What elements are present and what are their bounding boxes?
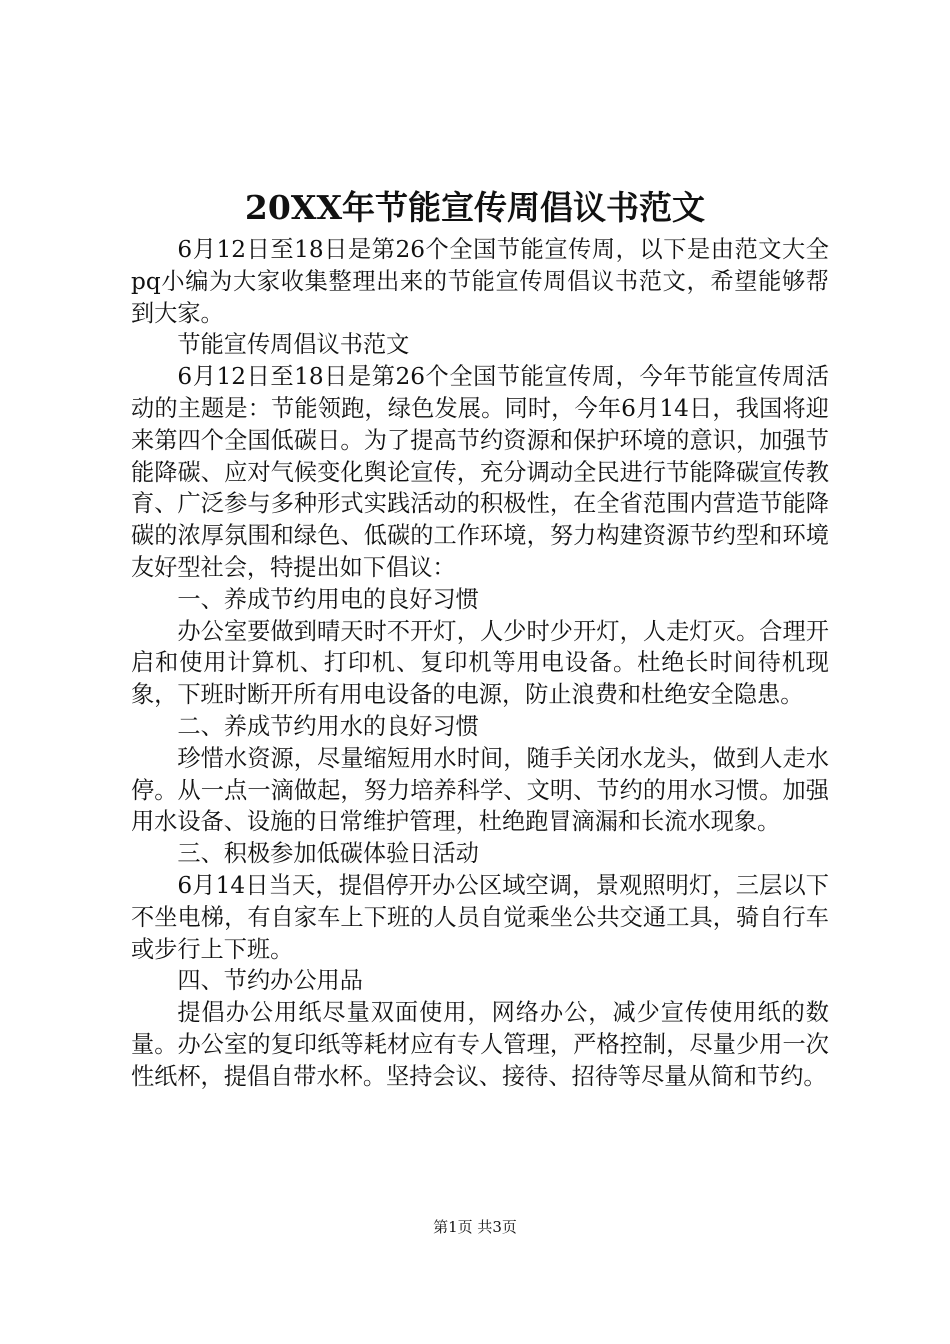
section-heading-2: 二、养成节约用水的良好习惯 (177, 712, 479, 740)
paragraph-main: 6月12日至18日是第26个全国节能宣传周，今年节能宣传周活动的主题是：节能领跑，绿色发展。同时，今年6月14日，我国将迎来第四个全国低碳日。为了提高节约资源和保护环境的意识，加强节能降碳、应对气候变化舆论宣传，充分调动全民进行节能降碳宣传教育、广泛参与多种形式实践活动的积极性，在全省范围内营造节能降碳的浓厚氛围和绿色、低碳的工作环境，努力构建资源节约型和环境友好型社会，特提出如下倡议： (131, 363, 829, 581)
document-title: 20XX年节能宣传周倡议书范文 (244, 188, 706, 227)
section-body-4: 提倡办公用纸尽量双面使用，网络办公，减少宣传使用纸的数量。办公室的复印纸等耗材应有专人管理，严格控制，尽量少用一次性纸杯，提倡自带水杯。坚持会议、接待、招待等尽量从简和节约。 (131, 999, 829, 1090)
paragraph-subtitle: 节能宣传周倡议书范文 (177, 331, 410, 359)
page-number-footer: 第1页 共3页 (433, 1218, 517, 1236)
paragraph-intro: 6月12日至18日是第26个全国节能宣传周，以下是由范文大全pq小编为大家收集整理出来的节能宣传周倡议书范文，希望能够帮到大家。 (131, 236, 829, 327)
section-body-2: 珍惜水资源，尽量缩短用水时间，随手关闭水龙头，做到人走水停。从一点一滴做起，努力培养科学、文明、节约的用水习惯。加强用水设备、设施的日常维护管理，杜绝跑冒滴漏和长流水现象。 (131, 744, 829, 836)
document-body (131, 234, 829, 1093)
section-heading-1: 一、养成节约用电的良好习惯 (177, 585, 479, 613)
section-body-3: 6月14日当天，提倡停开办公区域空调，景观照明灯，三层以下不坐电梯，有自家车上下班的人员自觉乘坐公共交通工具，骑自行车或步行上下班。 (131, 871, 829, 963)
section-body-1: 办公室要做到晴天时不开灯，人少时少开灯，人走灯灭。合理开启和使用计算机、打印机、复印机等用电设备。杜绝长时间待机现象，下班时断开所有用电设备的电源，防止浪费和杜绝安全隐患。 (131, 617, 829, 709)
section-heading-3: 三、积极参加低碳体验日活动 (177, 840, 479, 868)
section-heading-4: 四、节约办公用品 (177, 967, 363, 995)
